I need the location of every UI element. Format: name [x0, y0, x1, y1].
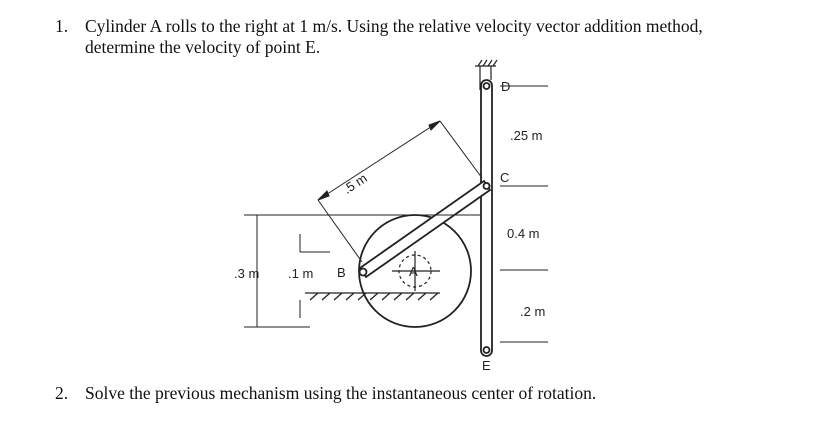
dim-mid-e: .2 m	[520, 304, 546, 319]
label-e: E	[482, 358, 491, 373]
dim-c-mid: 0.4 m	[507, 226, 540, 241]
problem-1-text-line-1: Cylinder A rolls to the right at 1 m/s. Using the relative velocity vector addition method,	[85, 16, 703, 36]
label-a: A	[409, 264, 418, 279]
problem-1-text-line-2: determine the velocity of point E.	[85, 37, 321, 57]
label-d: D	[501, 79, 511, 94]
problem-1-number: 1.	[55, 16, 69, 36]
problem-2-number: 2.	[55, 383, 69, 403]
label-c: C	[500, 170, 510, 185]
vertical-link-de	[481, 80, 492, 356]
ground	[305, 293, 440, 300]
dim-dc: .25 m	[510, 128, 543, 143]
dim-bar-length: .5 m	[340, 170, 370, 197]
problem-2-text: Solve the previous mechanism using the instantaneous center of rotation.	[85, 383, 597, 403]
dim-left-inner: .1 m	[288, 266, 314, 281]
dim-left-outer: .3 m	[234, 266, 260, 281]
label-b: B	[337, 265, 346, 280]
